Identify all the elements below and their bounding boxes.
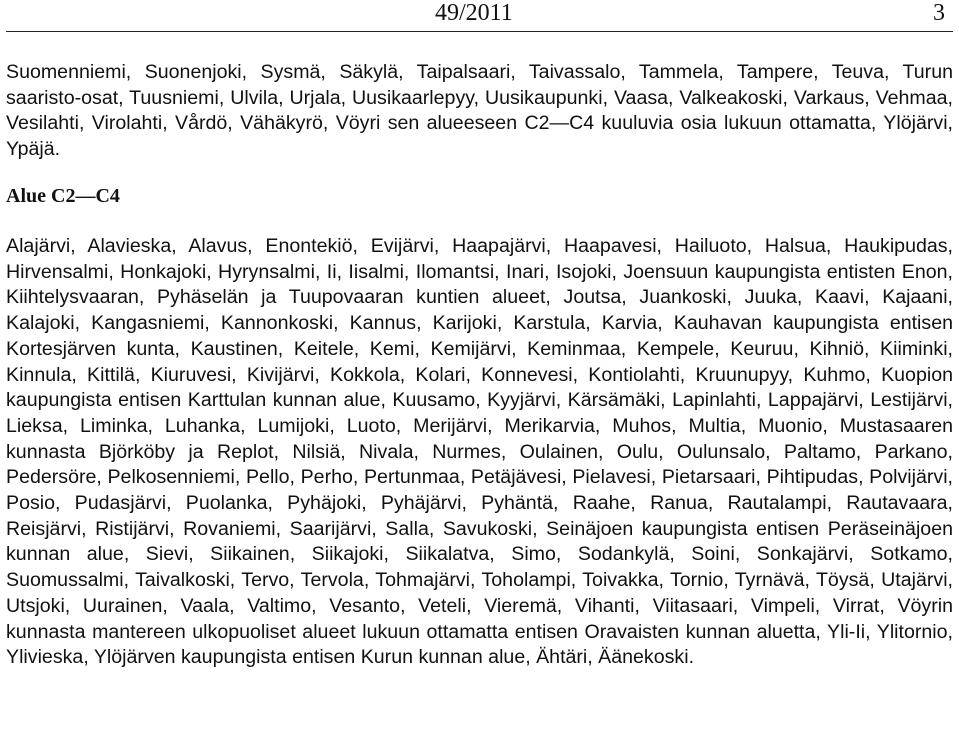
intro-paragraph: Suomenniemi, Suonenjoki, Sysmä, Säkylä, Taipalsaari, Taivassalo, Tammela, Tampere, Teuva, Turun saaristo-osat, Tuusniemi, Ulvila, Urjala, Uusikaarlepyy, Uusikaupunki, Vaasa, Valkeakoski, Varkaus, Vehmaa, Vesilahti, Virolahti, Vårdö, Vähäkyrö, Vöyri sen alueeseen C2—C4 kuuluvia osia lukuun ottamatta, Ylöjärvi, Ypäjä. [6, 61, 953, 161]
header-rule [6, 31, 953, 32]
page-header [0, 0, 959, 30]
section-heading: Alue C2—C4 [6, 185, 120, 207]
section-paragraph: Alajärvi, Alavieska, Alavus, Enontekiö, Evijärvi, Haapajärvi, Haapavesi, Hailuoto, Halsua, Haukipudas, Hirvensalmi, Honkajoki, Hyrynsalmi, Ii, Iisalmi, Ilomantsi, Inari, Isojoki, Joensuun kaupungista entisten Enon, Kiihtelysvaaran, Pyhäselän ja Tuupovaaran kuntien alueet, Joutsa, Juankoski, Juuka, Kaavi, Kajaani, Kalajoki, Kangasniemi, Kannonkoski, Kannus, Karijoki, Karstula, Karvia, Kauhavan kaupungista entisen Kortesjärven kunta, Kaustinen, Keitele, Kemi, Kemijärvi, Keminmaa, Kempele, Keuruu, Kihniö, Kiiminki, Kinnula, Kittilä, Kiuruvesi, Kivijärvi, Kokkola, Kolari, Konnevesi, Kontiolahti, Kruunupyy, Kuhmo, Kuopion kaupungista entisen Karttulan kunnan alue, Kuusamo, Kyyjärvi, Kärsämäki, Lapinlahti, Lappajärvi, Lestijärvi, Lieksa, Liminka, Luhanka, Lumijoki, Luoto, Merijärvi, Merikarvia, Muhos, Multia, Muonio, Mustasaaren kunnasta Björköby ja Replot, Nilsiä, Nivala, Nurmes, Oulainen, Oulu, Oulunsalo, Paltamo, Parkano, Pedersöre, Pelkosenniemi, Pello, Perho, Pertunmaa, Petäjävesi, Pielavesi, Pietarsaari, Pihtipudas, Polvijärvi, Posio, Pudasjärvi, Puolanka, Pyhäjoki, Pyhäjärvi, Pyhäntä, Raahe, Ranua, Rautalampi, Rautavaara, Reisjärvi, Ristijärvi, Rovaniemi, Saarijärvi, Salla, Savukoski, Seinäjoen kaupungista entisen Peräseinäjoen kunnan alue, Sievi, Siikainen, Siikajoki, Siikalatva, Simo, Sodankylä, Soini, Sonkajärvi, Sotkamo, Suomussalmi, Taivalkoski, Tervo, Tervola, Tohmajärvi, Toholampi, Toivakka, Tornio, Tyrnävä, Töysä, Utajärvi, Utsjoki, Uurainen, Vaala, Valtimo, Vesanto, Veteli, Vieremä, Vihanti, Viitasaari, Vimpeli, Virrat, Vöyrin kunnasta mantereen ulkopuoliset alueet lukuun ottamatta entisen Oravaisten kunnan aluetta, Yli-Ii, Ylitornio, Ylivieska, Ylöjärven kaupungista entisen Kurun kunnan alue, Ähtäri, Äänekoski. [6, 235, 953, 669]
issue-number: 49/2011 [435, 0, 513, 26]
page-number: 3 [933, 0, 945, 26]
